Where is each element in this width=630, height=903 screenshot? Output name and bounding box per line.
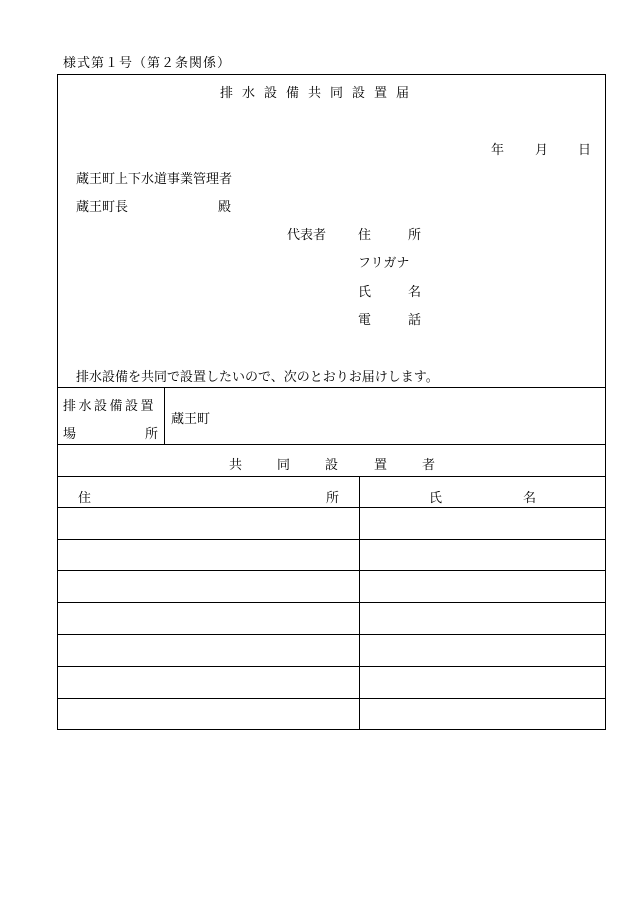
divider-columns: [359, 476, 360, 730]
date-day: 日: [578, 143, 592, 158]
col-name-char: 氏: [429, 491, 443, 506]
table-row: [57, 698, 606, 699]
statement: 排水設備を共同で設置したいので、次のとおりお届けします。: [76, 370, 439, 385]
col-address-char: 住: [78, 491, 92, 506]
divider-site-label: [164, 387, 165, 444]
date-year: 年: [491, 143, 505, 158]
representative-furigana-label: フリガナ: [358, 256, 410, 271]
table-row: [57, 570, 606, 571]
table-row: [57, 539, 606, 540]
addressee-honorific: 殿: [218, 200, 232, 215]
col-address-char: 所: [326, 491, 340, 506]
representative-phone-label: 電 話: [358, 313, 434, 328]
form-number: 様式第１号（第２条関係）: [63, 56, 232, 71]
divider-site-bottom: [57, 444, 606, 445]
co-heading-char: 共: [229, 458, 243, 473]
date-month: 月: [535, 143, 549, 158]
representative-name-label: 氏 名: [358, 285, 434, 300]
representative-address-label: 住 所: [358, 228, 434, 243]
divider-heading-bottom: [57, 476, 606, 477]
co-heading-char: 者: [422, 458, 436, 473]
table-row: [57, 507, 606, 508]
form-title: 排水設備共同設置届: [220, 86, 419, 101]
addressee-line2: 蔵王町長: [76, 200, 129, 215]
table-row: [57, 666, 606, 667]
site-label-line2-b: 所: [145, 427, 159, 442]
co-heading-char: 設: [325, 458, 339, 473]
divider-site-top: [57, 387, 606, 388]
addressee-line1: 蔵王町上下水道事業管理者: [76, 172, 233, 187]
col-name-char: 名: [523, 491, 537, 506]
representative-label: 代表者: [287, 228, 327, 243]
co-heading-char: 同: [277, 458, 291, 473]
table-row: [57, 634, 606, 635]
site-label: 排水設備設置: [63, 399, 157, 414]
table-row: [57, 602, 606, 603]
co-heading-char: 置: [374, 458, 388, 473]
site-value: 蔵王町: [171, 412, 211, 427]
site-label-line2-a: 場: [63, 427, 77, 442]
